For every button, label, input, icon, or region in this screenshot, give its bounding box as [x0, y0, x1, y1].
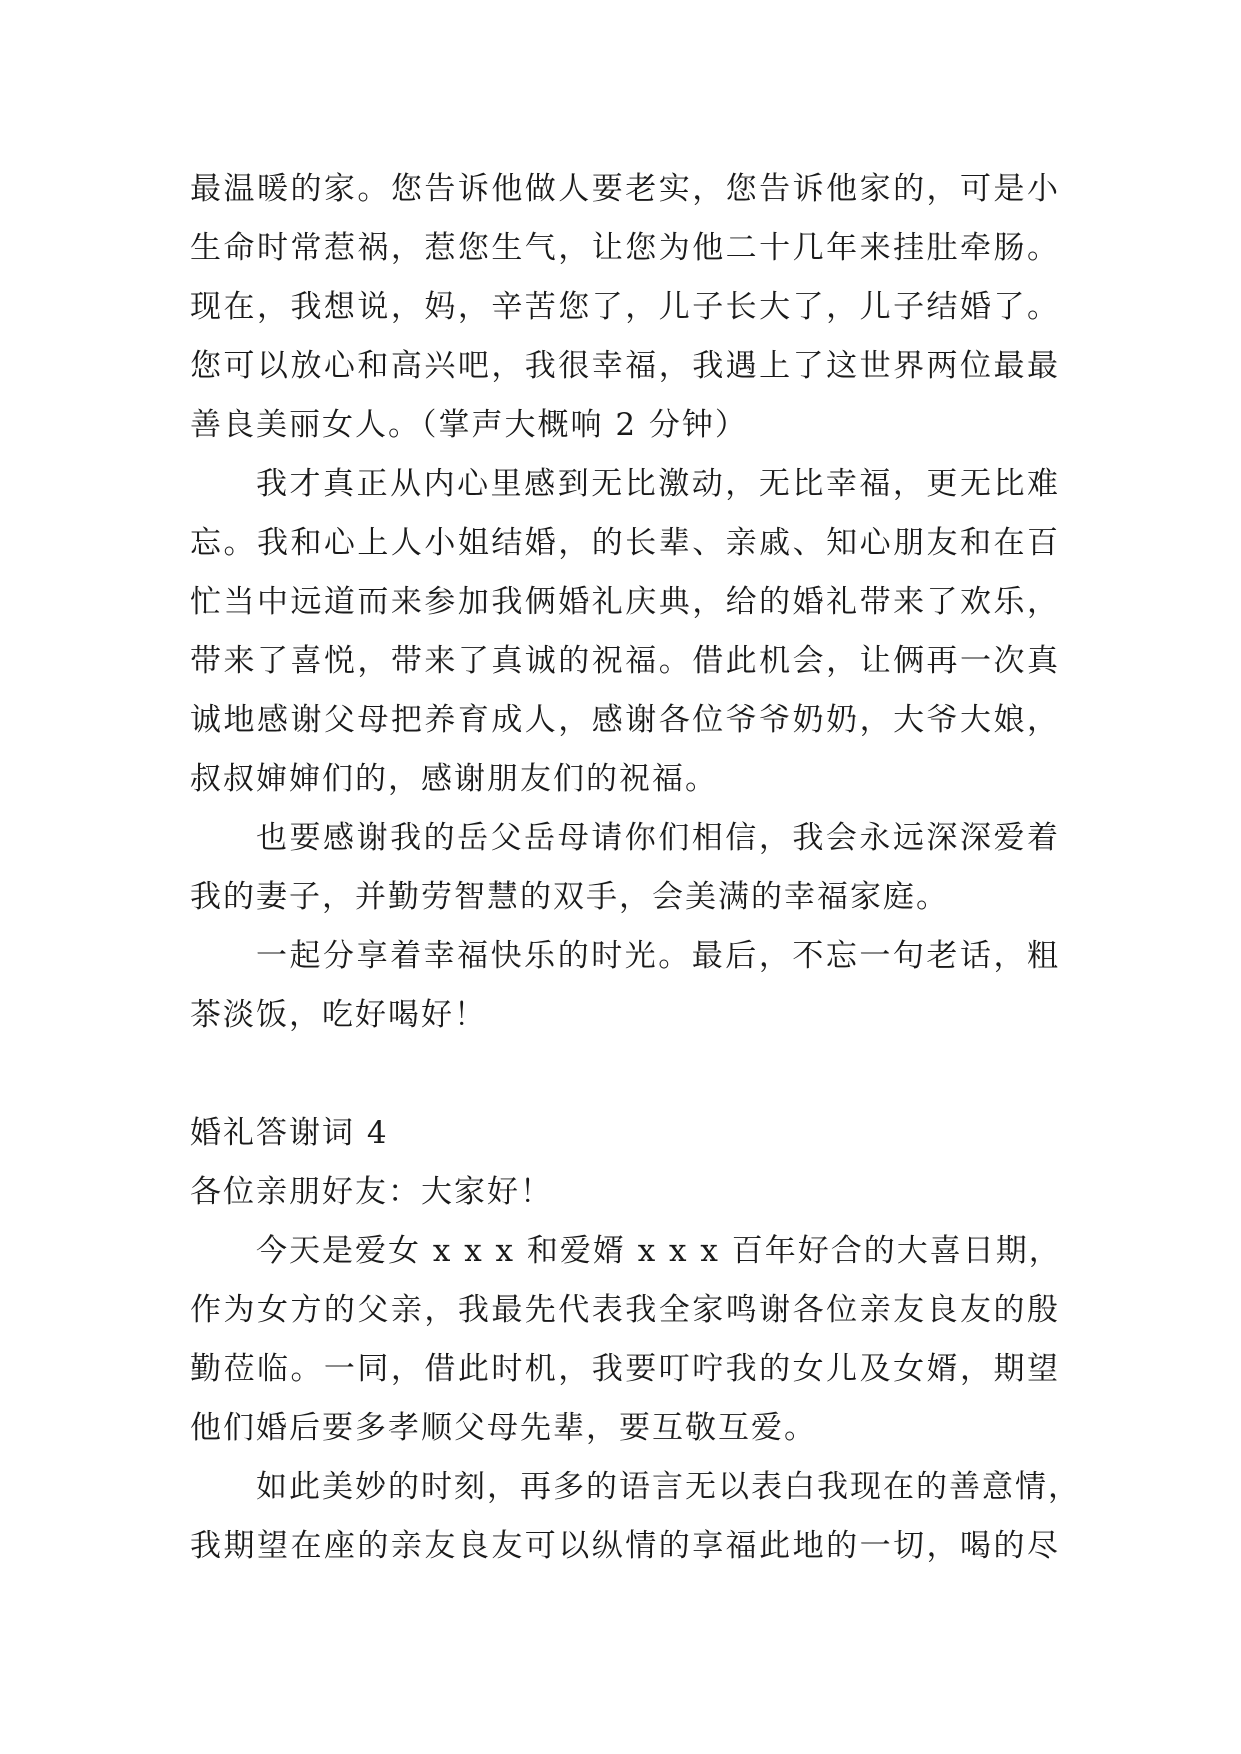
paragraph-line: 也要感谢我的岳父岳母请你们相信，我会永远深深爱着 — [256, 820, 1060, 856]
paragraph-line: 我的妻子，并勤劳智慧的双手，会美满的幸福家庭。 — [190, 879, 949, 915]
paragraph-line: 我才真正从内心里感到无比激动，无比幸福，更无比难 — [256, 466, 1060, 502]
paragraph-line: 一起分享着幸福快乐的时光。最后，不忘一句老话，粗 — [256, 938, 1060, 974]
paragraph-line: 勤莅临。一同，借此时机，我要叮咛我的女儿及女婿，期望 — [190, 1351, 1060, 1387]
paragraph-line: 生命时常惹祸，惹您生气，让您为他二十几年来挂肚牵肠。 — [190, 230, 1060, 266]
paragraph-line: 您可以放心和高兴吧，我很幸福，我遇上了这世界两位最最 — [190, 348, 1060, 384]
document-body — [190, 160, 1081, 1576]
paragraph-line: 今天是爱女 x x x 和爱婿 x x x 百年好合的大喜日期， — [256, 1233, 1062, 1269]
paragraph-line: 叔叔婶婶们的，感谢朋友们的祝福。 — [190, 761, 718, 797]
salutation: 各位亲朋好友：大家好！ — [190, 1174, 553, 1210]
paragraph-line: 忙当中远道而来参加我俩婚礼庆典，给的婚礼带来了欢乐， — [190, 584, 1060, 620]
section-heading: 婚礼答谢词 4 — [190, 1115, 389, 1151]
paragraph-line: 忘。我和心上人小姐结婚，的长辈、亲戚、知心朋友和在百 — [190, 525, 1060, 561]
paragraph-line: 如此美妙的时刻，再多的语言无以表白我现在的善意情， — [256, 1469, 1081, 1505]
paragraph-line: 带来了喜悦，带来了真诚的祝福。借此机会，让俩再一次真 — [190, 643, 1060, 679]
paragraph-line: 茶淡饭，吃好喝好！ — [190, 997, 487, 1033]
paragraph-line: 我期望在座的亲友良友可以纵情的享福此地的一切，喝的尽 — [190, 1528, 1060, 1564]
paragraph-line: 善良美丽女人。（掌声大概响 2 分钟） — [190, 407, 748, 443]
section-gap — [190, 1045, 1060, 1104]
paragraph-line: 他们婚后要多孝顺父母先辈，要互敬互爱。 — [190, 1410, 817, 1446]
paragraph-line: 最温暖的家。您告诉他做人要老实，您告诉他家的，可是小 — [190, 171, 1060, 207]
paragraph-line: 作为女方的父亲，我最先代表我全家鸣谢各位亲友良友的殷 — [190, 1292, 1060, 1328]
paragraph-line: 诚地感谢父母把养育成人，感谢各位爷爷奶奶，大爷大娘， — [190, 702, 1060, 738]
paragraph-line: 现在，我想说，妈，辛苦您了，儿子长大了，儿子结婚了。 — [190, 289, 1060, 325]
